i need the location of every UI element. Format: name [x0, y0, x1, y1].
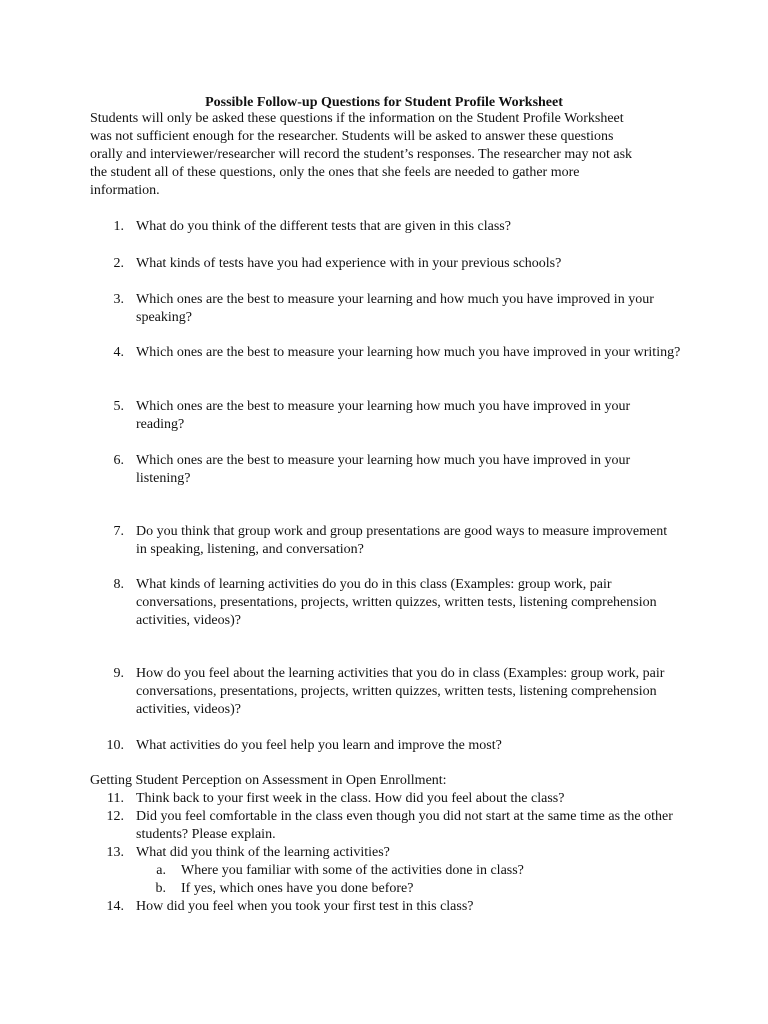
- question-number: 9.: [113, 666, 124, 681]
- question-number: 5.: [113, 399, 124, 414]
- question-text: How do you feel about the learning activities that you do in class (Examples: group work, pair conversations, presentations, projects, written quizzes, written tests, listening comprehension activities, videos)?: [136, 666, 665, 717]
- question-text: Did you feel comfortable in the class even though you did not start at the same time as the other students? Please explain.: [136, 809, 673, 842]
- question-text: What kinds of tests have you had experience with in your previous schools?: [136, 256, 562, 271]
- question-number: 2.: [113, 256, 124, 271]
- question-text: Which ones are the best to measure your learning how much you have improved in your reading?: [136, 399, 631, 432]
- question-text: What did you think of the learning activities?: [136, 845, 390, 860]
- question-number: 14.: [106, 899, 124, 914]
- sub-question-letter: a.: [156, 863, 166, 878]
- question-number: 10.: [106, 738, 124, 753]
- intro-paragraph: Students will only be asked these questions if the information on the Student Profile Worksheet was not sufficient enough for the researcher. Students will be asked to answer these questions orally and interviewer/researcher will record the student’s responses. The researcher may not ask the student all of these questions, only the ones that she feels are needed to gather more information.: [90, 111, 633, 198]
- question-text: Do you think that group work and group presentations are good ways to measure improvement in speaking, listening, and conversation?: [136, 524, 668, 557]
- question-text: How did you feel when you took your first test in this class?: [136, 899, 474, 914]
- section-heading: Getting Student Perception on Assessment in Open Enrollment:: [90, 773, 447, 788]
- question-number: 11.: [107, 791, 124, 806]
- question-text: Which ones are the best to measure your learning how much you have improved in your listening?: [136, 453, 631, 486]
- question-number: 4.: [113, 345, 124, 360]
- question-number: 3.: [113, 292, 124, 307]
- question-number: 8.: [113, 577, 124, 592]
- question-number: 7.: [113, 524, 124, 539]
- sub-question-text: If yes, which ones have you done before?: [181, 881, 414, 896]
- question-number: 6.: [113, 453, 124, 468]
- question-text: Which ones are the best to measure your learning how much you have improved in your writing?: [136, 345, 681, 360]
- question-text: What kinds of learning activities do you do in this class (Examples: group work, pair conversations, presentations, projects, written quizzes, written tests, listening comprehension activities, videos)?: [136, 577, 657, 628]
- document-title: Possible Follow-up Questions for Student Profile Worksheet: [205, 95, 563, 110]
- question-number: 13.: [106, 845, 124, 860]
- question-text: Think back to your first week in the class. How did you feel about the class?: [136, 791, 565, 806]
- question-text: What do you think of the different tests that are given in this class?: [136, 219, 511, 234]
- sub-question-text: Where you familiar with some of the activities done in class?: [181, 863, 524, 878]
- question-number: 1.: [113, 219, 124, 234]
- question-text: What activities do you feel help you learn and improve the most?: [136, 738, 502, 753]
- question-number: 12.: [106, 809, 124, 824]
- sub-question-letter: b.: [155, 881, 166, 896]
- question-text: Which ones are the best to measure your learning and how much you have improved in your speaking?: [136, 292, 654, 325]
